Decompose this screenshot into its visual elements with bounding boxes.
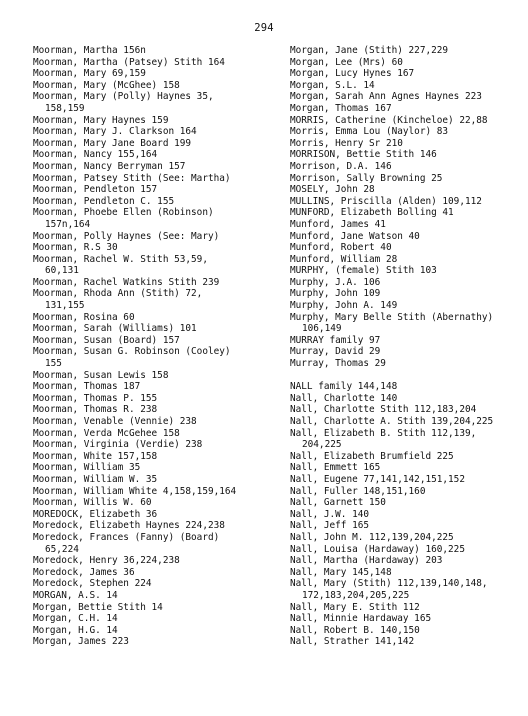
index-entry-text: Moorman, William W. 35: [33, 473, 158, 485]
index-entry-text: Nall, Elizabeth Brumfield 225: [290, 450, 454, 462]
index-entry-text: Moorman, Patsey Stith (See: Martha): [33, 172, 231, 184]
index-entry-text: Morris, Henry Sr 210: [290, 137, 403, 149]
index-entry: [290, 474, 526, 486]
index-entry-text: Moorman, Polly Haynes (See: Mary): [33, 230, 220, 242]
index-entry-text: MULLINS, Priscilla (Alden) 109,112: [290, 195, 482, 207]
index-entry-text: MURRAY family 97: [290, 334, 381, 346]
index-entry-text: Morgan, Sarah Ann Agnes Haynes 223: [290, 91, 482, 103]
index-entry-text: Moredock, Stephen 224: [33, 578, 152, 590]
index-entry: [290, 207, 526, 219]
index-column-left: [33, 45, 283, 648]
index-entry-text: Nall, Strather 141,142: [290, 636, 415, 648]
index-entry: [33, 462, 283, 474]
index-entry-text: Morgan, Lee (Mrs) 60: [290, 56, 403, 68]
index-entry-text: Moorman, Thomas R. 238: [33, 404, 158, 416]
index-entry: [290, 404, 526, 416]
index-entry-text: Morrison, Sally Browning 25: [290, 172, 443, 184]
index-entry: [33, 578, 283, 590]
index-entry-text: Moorman, Susan (Board) 157: [33, 334, 180, 346]
index-entry: [290, 555, 526, 567]
index-entry: [290, 288, 526, 300]
index-entry: [33, 625, 283, 637]
index-entry: [290, 393, 526, 405]
index-entry: [33, 68, 283, 80]
index-entry-continuation: 106,149: [302, 323, 342, 335]
index-entry-text: Nall, Charlotte A. Stith 139,204,225: [290, 416, 494, 427]
index-entry: [290, 451, 526, 463]
index-entry-text: Morgan, Thomas 167: [290, 102, 392, 114]
index-entry-text: MORGAN, A.S. 14: [33, 589, 118, 601]
index-entry-text: MOREDOCK, Elizabeth 36: [33, 508, 158, 520]
index-entry-text: Nall, Mary E. Stith 112: [290, 601, 420, 613]
index-entry: [290, 346, 526, 358]
index-entry-continuation: 131,155: [45, 300, 85, 312]
index-entry-text: Moorman, Sarah (Williams) 101: [33, 323, 197, 335]
index-entry-text: MUNFORD, Elizabeth Bolling 41: [290, 207, 454, 219]
index-entry-text: Morgan, Jane (Stith) 227,229: [290, 45, 449, 56]
index-entry-text: Moorman, Nancy 155,164: [33, 149, 158, 161]
index-entry: [290, 184, 526, 196]
index-entry-text: Nall, Martha (Hardaway) 203: [290, 555, 443, 567]
index-entry-text: NALL family 144,148: [290, 381, 398, 393]
index-entry-text: Nall, John M. 112,139,204,225: [290, 531, 454, 543]
index-entry: [290, 277, 526, 289]
index-entry-text: Nall, Charlotte 140: [290, 392, 398, 404]
index-entry-text: Nall, Louisa (Hardaway) 160,225: [290, 543, 465, 555]
index-entry-text: Moorman, Rachel Watkins Stith 239: [33, 276, 220, 288]
index-entry: [290, 520, 526, 532]
index-entry: [33, 254, 283, 277]
index-entry: [290, 126, 526, 138]
index-entry: [33, 115, 283, 127]
index-entry-continuation: 204,225: [302, 439, 342, 451]
index-entry-text: Nall, Elizabeth B. Stith 112,139,: [290, 427, 477, 439]
index-entry: [33, 370, 283, 382]
index-entry-text: Moorman, Mary Haynes 159: [33, 114, 169, 126]
index-entry-text: Moorman, Susan Lewis 158: [33, 369, 169, 381]
index-entry: [290, 149, 526, 161]
index-entry-continuation: 157n,164: [45, 218, 91, 230]
index-entry: [33, 381, 283, 393]
index-entry: [290, 416, 526, 428]
index-entry: [290, 381, 526, 393]
index-entry: [290, 567, 526, 579]
index-entry-text: Nall, Fuller 148,151,160: [290, 485, 426, 497]
index-entry: [33, 80, 283, 92]
index-entry: [33, 532, 283, 555]
index-entry-text: Moorman, Nancy Berryman 157: [33, 160, 186, 172]
index-entry-text: Munford, Jane Watson 40: [290, 230, 420, 242]
index-entry-continuation: 158,159: [45, 102, 85, 114]
index-entry: [290, 625, 526, 637]
index-entry-text: Nall, Robert B. 140,150: [290, 624, 420, 636]
index-entry-text: Morgan, H.G. 14: [33, 624, 118, 636]
index-entry: [33, 138, 283, 150]
index-entry-text: Morris, Emma Lou (Naylor) 83: [290, 126, 449, 138]
index-entry: [33, 91, 283, 114]
index-entry: [33, 335, 283, 347]
index-entry-text: Nall, Eugene 77,141,142,151,152: [290, 473, 465, 485]
index-entry: [33, 439, 283, 451]
index-entry-continuation: 172,183,204,205,225: [302, 589, 410, 601]
index-entry-text: Moredock, Frances (Fanny) (Board): [33, 531, 220, 543]
index-entry: [33, 184, 283, 196]
index-entry: [33, 486, 283, 498]
index-entry-text: Moredock, Henry 36,224,238: [33, 555, 180, 567]
index-entry: [290, 80, 526, 92]
index-entry-text: Moorman, Thomas 187: [33, 381, 141, 393]
index-entry: [290, 68, 526, 80]
index-entry: [290, 265, 526, 277]
index-entry-text: Moredock, James 36: [33, 566, 135, 578]
index-entry-text: Moorman, R.S 30: [33, 242, 118, 254]
index-entry: [290, 242, 526, 254]
index-entry-text: Munford, James 41: [290, 218, 386, 230]
index-entry: [33, 636, 283, 648]
index-entry: [290, 161, 526, 173]
page-number: 294: [254, 22, 274, 34]
index-entry-text: Morgan, C.H. 14: [33, 613, 118, 625]
index-entry: [33, 323, 283, 335]
index-entry-text: Moredock, Elizabeth Haynes 224,238: [33, 520, 225, 532]
index-entry: [290, 509, 526, 521]
index-entry: [290, 300, 526, 312]
index-entry: [290, 312, 526, 335]
index-entry: [33, 207, 283, 230]
index-entry-text: Nall, Minnie Hardaway 165: [290, 613, 432, 625]
index-entry: [33, 173, 283, 185]
index-entry-text: Moorman, Rosina 60: [33, 311, 135, 323]
index-entry-text: Murphy, Mary Belle Stith (Abernathy): [290, 311, 494, 323]
index-entry: [290, 138, 526, 150]
index-entry: [33, 451, 283, 463]
index-entry: [33, 45, 283, 57]
index-entry: [290, 613, 526, 625]
index-entry: [33, 613, 283, 625]
index-entry-text: Nall, Emmett 165: [290, 462, 381, 474]
index-entry-text: MURPHY, (female) Stith 103: [290, 265, 437, 277]
index-entry-text: Moorman, Venable (Vennie) 238: [33, 416, 197, 427]
index-entry: [33, 288, 283, 311]
index-entry-text: Moorman, Phoebe Ellen (Robinson): [33, 207, 214, 219]
index-entry: [290, 196, 526, 208]
index-entry-text: Murphy, John 109: [290, 288, 381, 300]
index-entry-text: Moorman, Mary J. Clarkson 164: [33, 126, 197, 138]
index-entry-text: Nall, Mary 145,148: [290, 566, 392, 578]
index-entry: [290, 578, 526, 601]
index-entry: [290, 103, 526, 115]
index-entry: [33, 149, 283, 161]
index-entry-text: Murray, David 29: [290, 346, 381, 358]
index-entry-text: Moorman, Mary (McGhee) 158: [33, 79, 180, 91]
index-entry: [33, 520, 283, 532]
index-entry: [290, 254, 526, 266]
index-entry: [33, 590, 283, 602]
index-entry: [33, 509, 283, 521]
index-entry: [33, 346, 283, 369]
index-entry: [290, 462, 526, 474]
index-column-right: [290, 45, 526, 648]
index-entry-continuation: 155: [45, 358, 62, 370]
index-entry-text: Moorman, Mary 69,159: [33, 68, 146, 80]
index-entry: [33, 161, 283, 173]
index-entry: [290, 115, 526, 127]
index-entry-text: MOSELY, John 28: [290, 184, 375, 196]
index-entry: [33, 126, 283, 138]
index-entry-text: Murphy, J.A. 106: [290, 276, 381, 288]
index-entry: [290, 173, 526, 185]
index-entry-text: Moorman, Pendleton 157: [33, 184, 158, 196]
index-entry-text: Munford, William 28: [290, 253, 398, 265]
index-entry: [290, 358, 526, 370]
index-entry: [33, 312, 283, 324]
index-entry: [290, 428, 526, 451]
index-entry: [33, 277, 283, 289]
index-entry-text: Nall, Garnett 150: [290, 497, 386, 509]
index-entry: [33, 555, 283, 567]
index-entry-text: Morgan, Bettie Stith 14: [33, 601, 163, 613]
index-entry-text: Morgan, Lucy Hynes 167: [290, 68, 415, 80]
index-entry-text: Moorman, Susan G. Robinson (Cooley): [33, 346, 231, 358]
index-entry-text: Moorman, Verda McGehee 158: [33, 427, 180, 439]
index-entry: [290, 335, 526, 347]
index-entry-continuation: 60,131: [45, 265, 79, 277]
index-entry-text: Moorman, William White 4,158,159,164: [33, 485, 237, 497]
index-entry-text: Moorman, White 157,158: [33, 450, 158, 462]
index-entry: [290, 532, 526, 544]
index-entry: [33, 404, 283, 416]
index-entry: [33, 242, 283, 254]
index-entry-text: Moorman, Pendleton C. 155: [33, 195, 175, 207]
index-entry: [33, 57, 283, 69]
index-entry: [33, 567, 283, 579]
index-entry-text: MORRISON, Bettie Stith 146: [290, 149, 437, 161]
index-entry: [33, 497, 283, 509]
index-entry-text: Murray, Thomas 29: [290, 358, 386, 370]
index-entry: [33, 393, 283, 405]
index-entry: [33, 416, 283, 428]
index-entry: [33, 602, 283, 614]
index-entry-text: Nall, J.W. 140: [290, 508, 370, 520]
index-entry-text: Munford, Robert 40: [290, 242, 392, 254]
index-entry-text: Moorman, William 35: [33, 462, 141, 474]
index-entry: [290, 91, 526, 103]
index-entry-text: Morrison, D.A. 146: [290, 160, 392, 172]
index-entry-text: Morgan, James 223: [33, 636, 129, 648]
index-entry: [290, 636, 526, 648]
index-entry-text: Moorman, Rhoda Ann (Stith) 72,: [33, 288, 203, 300]
index-entry: [290, 486, 526, 498]
index-entry: [33, 231, 283, 243]
index-entry: [33, 474, 283, 486]
index-entry-text: Nall, Jeff 165: [290, 520, 370, 532]
index-entry-text: Nall, Charlotte Stith 112,183,204: [290, 404, 477, 416]
index-entry: [33, 428, 283, 440]
index-entry: [290, 57, 526, 69]
index-entry: [290, 497, 526, 509]
index-entry: [290, 602, 526, 614]
section-gap: [290, 370, 526, 382]
index-entry: [290, 45, 526, 57]
index-entry-text: Moorman, Mary (Polly) Haynes 35,: [33, 91, 214, 103]
index-entry-text: Moorman, Martha (Patsey) Stith 164: [33, 56, 225, 68]
index-entry-text: Moorman, Mary Jane Board 199: [33, 137, 192, 149]
index-entry-text: Murphy, John A. 149: [290, 300, 398, 312]
index-entry: [290, 544, 526, 556]
index-entry: [33, 196, 283, 208]
index-entry-text: Moorman, Thomas P. 155: [33, 392, 158, 404]
index-entry-text: Moorman, Rachel W. Stith 53,59,: [33, 253, 208, 265]
index-entry: [290, 231, 526, 243]
index-entry-continuation: 65,224: [45, 543, 79, 555]
index-entry-text: Moorman, Virginia (Verdie) 238: [33, 439, 203, 451]
index-entry-text: Moorman, Willis W. 60: [33, 497, 152, 509]
index-entry: [290, 219, 526, 231]
index-entry-text: Nall, Mary (Stith) 112,139,140,148,: [290, 578, 488, 590]
index-entry-text: MORRIS, Catherine (Kincheloe) 22,88: [290, 114, 488, 126]
index-entry-text: Morgan, S.L. 14: [290, 79, 375, 91]
index-entry-text: Moorman, Martha 156n: [33, 45, 146, 56]
